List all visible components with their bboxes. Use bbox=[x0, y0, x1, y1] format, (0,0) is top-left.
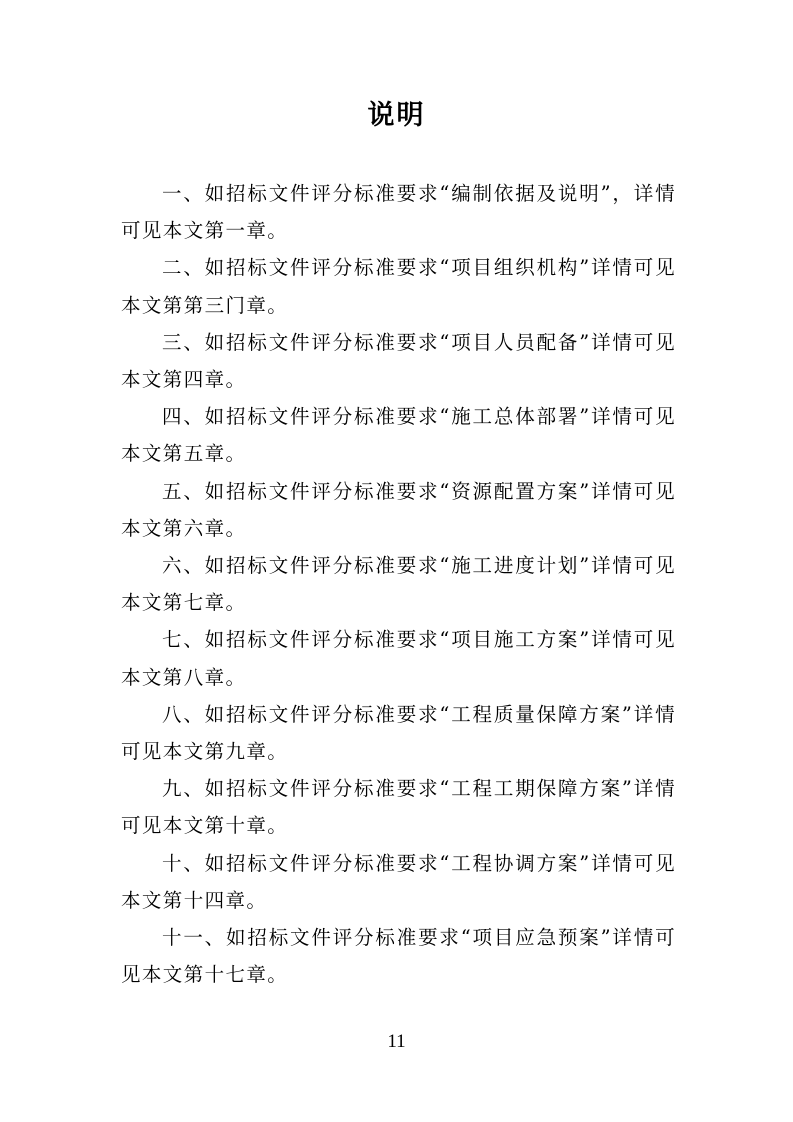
paragraph-11: 十一、如招标文件评分标准要求“项目应急预案”详情可见本文第十七章。 bbox=[121, 926, 676, 987]
paragraph-6: 六、如招标文件评分标准要求“施工进度计划”详情可见本文第七章。 bbox=[121, 554, 676, 615]
paragraph-7: 七、如招标文件评分标准要求“项目施工方案”详情可见本文第八章。 bbox=[121, 628, 676, 689]
paragraph-5: 五、如招标文件评分标准要求“资源配置方案”详情可见本文第六章。 bbox=[121, 479, 676, 540]
paragraph-3: 三、如招标文件评分标准要求“项目人员配备”详情可见本文第四章。 bbox=[121, 330, 676, 392]
page-number: 11 bbox=[387, 1031, 406, 1052]
paragraph-8: 八、如招标文件评分标准要求“工程质量保障方案”详情可见本文第九章。 bbox=[121, 702, 676, 764]
paragraph-4: 四、如招标文件评分标准要求“施工总体部署”详情可见本文第五章。 bbox=[121, 405, 676, 466]
body-text bbox=[121, 175, 676, 993]
paragraph-10: 十、如招标文件评分标准要求“工程协调方案”详情可见本文第十四章。 bbox=[121, 851, 676, 912]
paragraph-9: 九、如招标文件评分标准要求“工程工期保障方案”详情可见本文第十章。 bbox=[121, 777, 676, 838]
page-title: 说明 bbox=[367, 100, 426, 131]
paragraph-1: 一、如招标文件评分标准要求“编制依据及说明”，详情可见本文第一章。 bbox=[121, 182, 676, 243]
paragraph-2: 二、如招标文件评分标准要求“项目组织机构”详情可见本文第第三门章。 bbox=[121, 256, 676, 317]
